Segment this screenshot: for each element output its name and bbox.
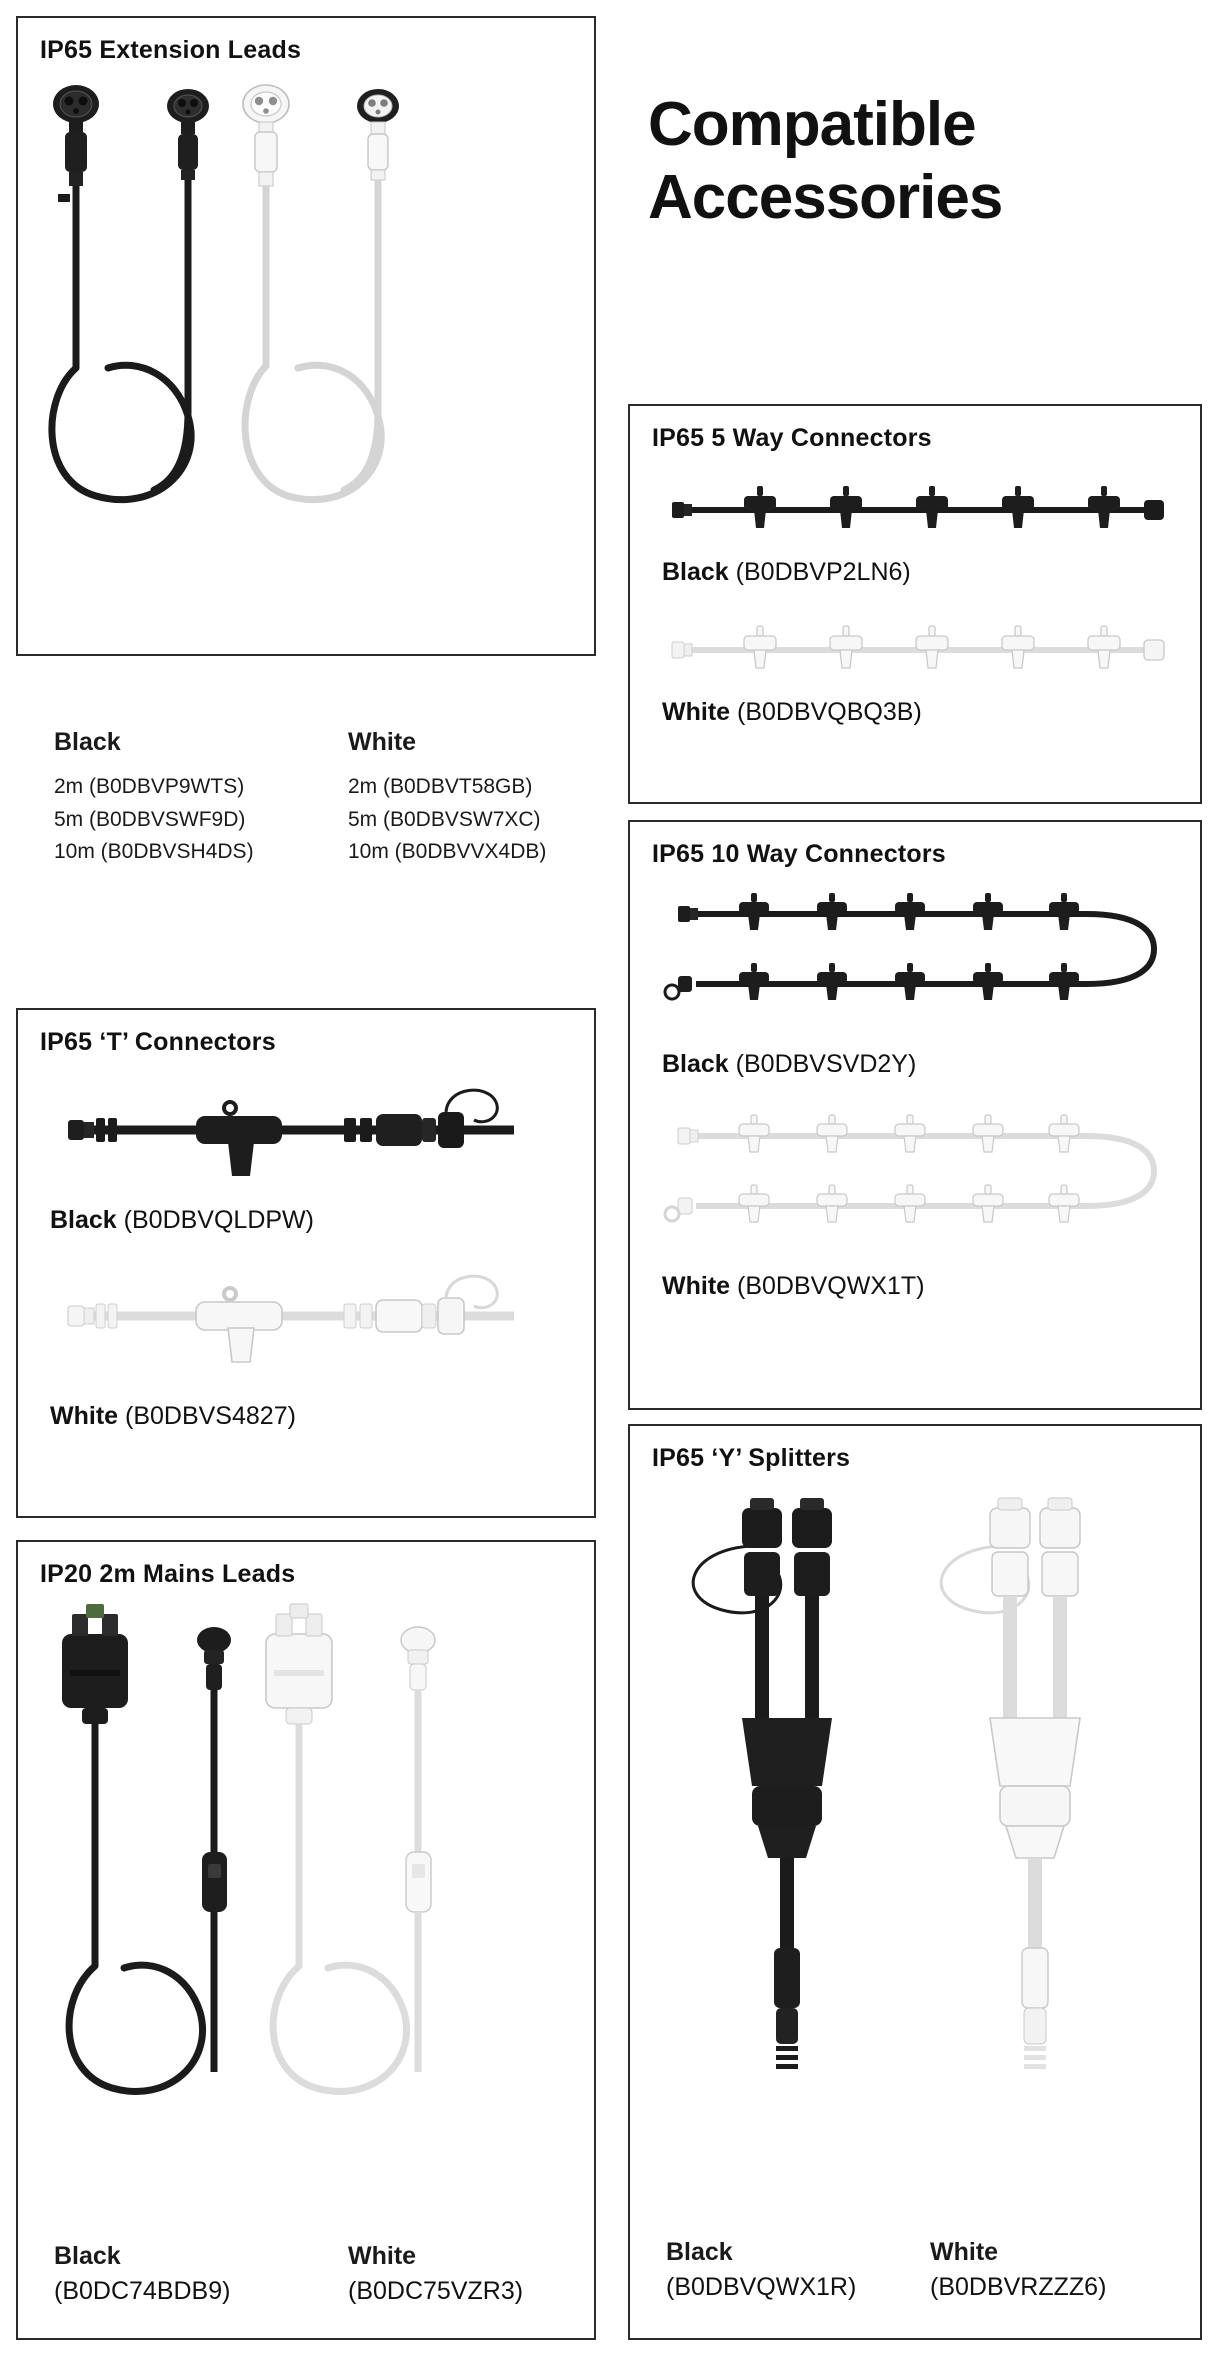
y-splitters-illustration <box>646 1486 1186 2186</box>
mains-white-label <box>348 2242 523 2306</box>
panel-y-splitters <box>628 1424 1202 2340</box>
five-way-white-code: (B0DBVQBQ3B) <box>737 698 922 726</box>
y-black-color: Black <box>666 2238 733 2266</box>
y-black-code: (B0DBVQWX1R) <box>666 2273 857 2301</box>
panel-t-connectors <box>16 1008 596 1518</box>
black-socket-end <box>197 1627 231 1690</box>
extension-black-column <box>54 728 254 869</box>
white-lead-connector-2 <box>357 89 399 180</box>
panel-extension-leads <box>16 16 596 864</box>
panel-ten-way <box>628 820 1202 1410</box>
page-title: Compatible Accessories <box>648 90 1003 233</box>
five-way-black-label <box>662 558 911 587</box>
panel-title-extension-leads: IP65 Extension Leads <box>40 36 302 64</box>
extension-white-item-3: 10m (B0DBVVX4DB) <box>348 840 547 864</box>
extension-white-item-1: 2m (B0DBVT58GB) <box>348 775 533 798</box>
five-way-black-code: (B0DBVP2LN6) <box>735 558 911 586</box>
extension-white-head: White <box>348 728 417 756</box>
black-lead-male-end-1 <box>58 194 70 202</box>
five-way-white-label <box>662 698 922 727</box>
y-splitter-white <box>941 1498 1080 2069</box>
extension-leads-illustration <box>36 76 584 716</box>
extension-black-item-3: 10m (B0DBVSH4DS) <box>54 840 254 864</box>
t-connector-black-code: (B0DBVQLDPW) <box>123 1206 314 1234</box>
uk-plug-black <box>62 1604 128 1724</box>
five-way-white-illustration <box>656 606 1180 686</box>
t-body-black <box>196 1102 282 1176</box>
panel-title-ten-way: IP65 10 Way Connectors <box>652 840 946 868</box>
t-connector-black-illustration <box>44 1068 572 1198</box>
white-inline-switch <box>406 1852 431 1912</box>
ten-way-white-code: (B0DBVQWX1T) <box>737 1272 925 1300</box>
t-connector-white-label <box>50 1402 296 1431</box>
extension-white-item-2: 5m (B0DBVSW7XC) <box>348 807 541 831</box>
five-way-white-color: White <box>662 698 731 726</box>
y-black-label <box>666 2238 856 2302</box>
panel-five-way <box>628 404 1202 804</box>
mains-white-color: White <box>348 2242 417 2270</box>
t-connector-black-color: Black <box>50 1206 117 1234</box>
extension-black-head: Black <box>54 728 121 756</box>
ten-way-black-code: (B0DBVSVD2Y) <box>735 1050 917 1078</box>
five-way-black-color: Black <box>662 558 729 586</box>
mains-black-label <box>54 2242 230 2306</box>
t-connector-white-color: White <box>50 1402 119 1430</box>
ten-way-white-label <box>662 1272 925 1301</box>
white-lead-connector-1 <box>243 85 289 186</box>
panel-mains-leads <box>16 1540 596 2340</box>
black-lead-connector-2 <box>167 89 209 180</box>
black-lead-connector-1 <box>53 85 99 186</box>
mains-black-code: (B0DC74BDB9) <box>54 2277 231 2305</box>
panel-title-t-connectors: IP65 ‘T’ Connectors <box>40 1028 276 1056</box>
y-splitter-black <box>693 1498 832 2069</box>
extension-white-column <box>348 728 546 869</box>
ten-way-white-color: White <box>662 1272 731 1300</box>
extension-black-item-1: 2m (B0DBVP9WTS) <box>54 775 245 798</box>
t-connector-black-label <box>50 1206 314 1235</box>
t-connector-white-code: (B0DBVS4827) <box>125 1402 296 1430</box>
panel-title-y-splitters: IP65 ‘Y’ Splitters <box>652 1444 851 1472</box>
mains-leads-illustration <box>38 1602 582 2222</box>
five-way-black-illustration <box>656 466 1180 546</box>
extension-black-item-2: 5m (B0DBVSWF9D) <box>54 807 246 831</box>
uk-plug-white <box>266 1604 332 1724</box>
y-white-color: White <box>930 2238 999 2266</box>
ten-way-black-label <box>662 1050 916 1079</box>
t-connector-white-illustration <box>44 1254 572 1384</box>
white-socket-end <box>401 1627 435 1690</box>
y-white-label <box>930 2238 1106 2302</box>
panel-title-five-way: IP65 5 Way Connectors <box>652 424 932 452</box>
ten-way-white-illustration <box>656 1102 1180 1262</box>
t-body-white <box>196 1288 282 1362</box>
ten-way-black-color: Black <box>662 1050 729 1078</box>
y-white-code: (B0DBVRZZZ6) <box>930 2273 1107 2301</box>
mains-white-code: (B0DC75VZR3) <box>348 2277 524 2305</box>
ten-way-black-illustration <box>656 880 1180 1040</box>
black-inline-switch <box>202 1852 227 1912</box>
mains-black-color: Black <box>54 2242 121 2270</box>
panel-title-mains-leads: IP20 2m Mains Leads <box>40 1560 296 1588</box>
